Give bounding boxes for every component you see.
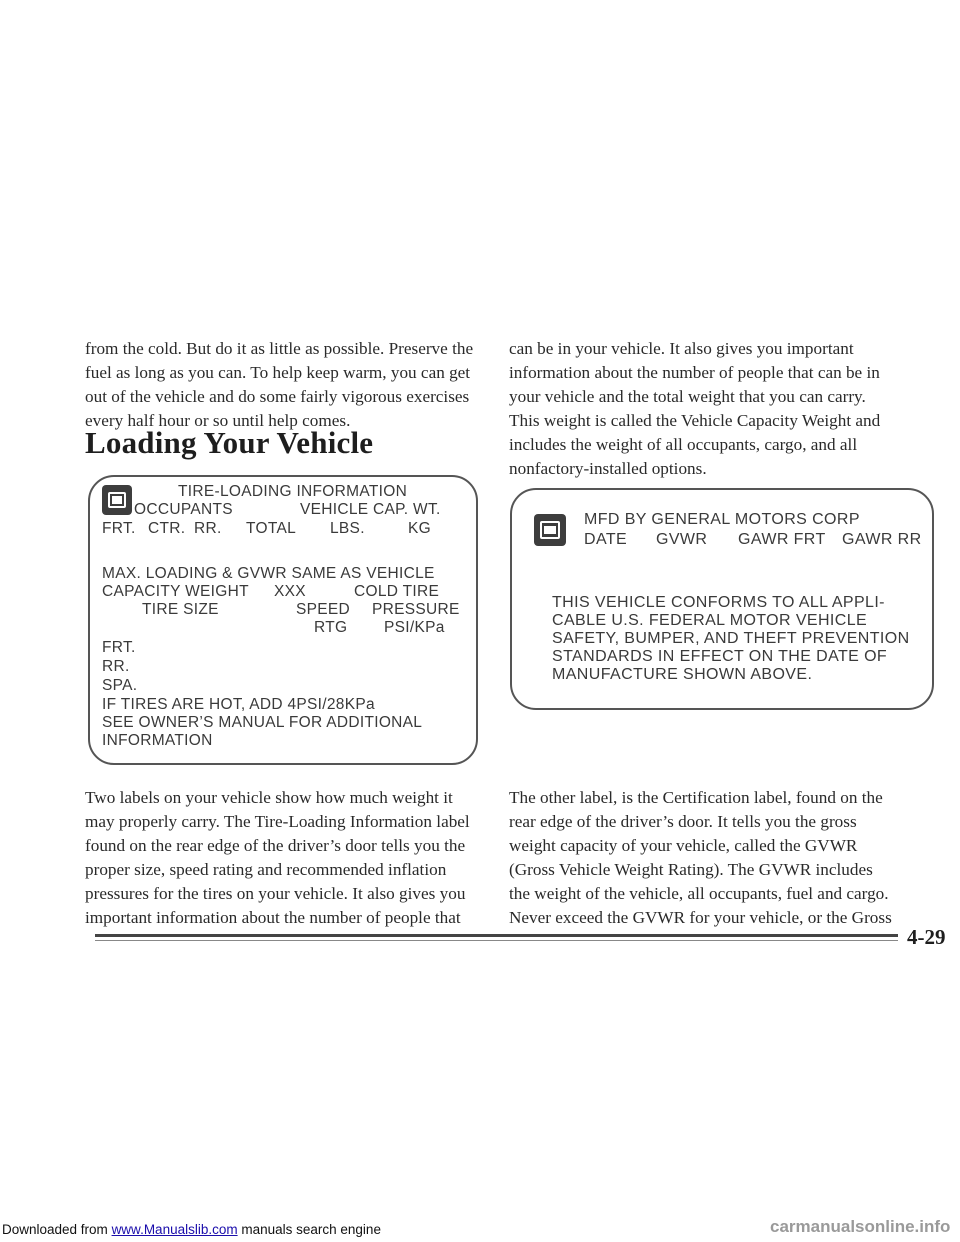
text-line: from the cold. But do it as little as possible. Preserve the xyxy=(85,339,474,358)
text-line: This weight is called the Vehicle Capacity Weight and xyxy=(509,411,881,430)
footer-rule-thin xyxy=(95,940,898,941)
cold-tire-label: COLD TIRE xyxy=(354,583,440,600)
section-heading: Loading Your Vehicle xyxy=(85,425,374,460)
text-line: Never exceed the GVWR for your vehicle, or the Gross xyxy=(509,908,892,927)
see-manual-text: SEE OWNER’S MANUAL FOR ADDITIONAL xyxy=(102,714,423,731)
pressure-label: PRESSURE xyxy=(372,601,460,618)
rr-label: RR. xyxy=(194,520,222,537)
text-line: every half hour or so until help comes. xyxy=(85,411,351,430)
text-line: nonfactory-installed options. xyxy=(509,459,707,478)
footer-rule xyxy=(95,934,898,937)
hot-tires-text: IF TIRES ARE HOT, ADD 4PSI/28KPa xyxy=(102,696,375,713)
xxx-value: XXX xyxy=(274,583,306,600)
capacity-weight-label: CAPACITY WEIGHT xyxy=(102,583,249,600)
conform-line: MANUFACTURE SHOWN ABOVE. xyxy=(552,666,813,683)
manualslib-link[interactable]: www.Manualslib.com xyxy=(111,1222,238,1237)
text-line: may properly carry. The Tire-Loading Information label xyxy=(85,812,470,831)
certification-label xyxy=(510,488,934,710)
left-intro-paragraph xyxy=(85,337,473,433)
text-line: important information about the number of people that xyxy=(85,908,461,927)
mfd-text: MFD BY GENERAL MOTORS CORP xyxy=(584,511,860,528)
left-body-paragraph xyxy=(85,786,470,930)
text-line: (Gross Vehicle Weight Rating). The GVWR includes xyxy=(509,860,873,879)
text-line: can be in your vehicle. It also gives you important xyxy=(509,339,854,358)
text-line: fuel as long as you can. To help keep warm, you can get xyxy=(85,363,471,382)
frt-label: FRT. xyxy=(102,520,136,537)
right-intro-paragraph xyxy=(509,337,880,481)
text-line: your vehicle and the total weight that you can carry. xyxy=(509,387,866,406)
lbs-label: LBS. xyxy=(330,520,365,537)
text-line: the weight of the vehicle, all occupants, fuel and cargo. xyxy=(509,884,889,903)
footer-suffix: manuals search engine xyxy=(237,1222,381,1237)
information-text: INFORMATION xyxy=(102,732,213,749)
watermark-text: carmanualsonline.info xyxy=(770,1217,951,1236)
conform-line: STANDARDS IN EFFECT ON THE DATE OF xyxy=(552,648,888,665)
vehicle-cap-label: VEHICLE CAP. WT. xyxy=(300,501,441,518)
tire-size-label: TIRE SIZE xyxy=(142,601,219,618)
kg-label: KG xyxy=(408,520,431,537)
text-line: information about the number of people that can be in xyxy=(509,363,880,382)
conform-line: THIS VEHICLE CONFORMS TO ALL APPLI- xyxy=(552,594,885,611)
date-label: DATE xyxy=(584,531,628,548)
footer-prefix: Downloaded from xyxy=(2,1222,112,1237)
conform-line: CABLE U.S. FEDERAL MOTOR VEHICLE xyxy=(552,612,868,629)
text-line: Two labels on your vehicle show how much weight it xyxy=(85,788,453,807)
psi-kpa-label: PSI/KPa xyxy=(384,619,445,636)
max-loading-text: MAX. LOADING & GVWR SAME AS VEHICLE xyxy=(102,565,435,582)
download-footer xyxy=(2,1222,381,1237)
text-line: found on the rear edge of the driver’s door tells you the xyxy=(85,836,466,855)
page-number: 4-29 xyxy=(907,925,946,949)
gm-logo-icon xyxy=(534,514,566,546)
text-line: The other label, is the Certification label, found on the xyxy=(509,788,883,807)
rr-row-label: RR. xyxy=(102,658,130,675)
speed-label: SPEED xyxy=(296,601,351,618)
gm-logo-icon xyxy=(102,485,132,515)
occupants-label: OCCUPANTS xyxy=(134,501,233,518)
gawr-rr-label: GAWR RR xyxy=(842,531,922,548)
tire-label-title: TIRE-LOADING INFORMATION xyxy=(178,483,408,500)
text-line: pressures for the tires on your vehicle. It also gives you xyxy=(85,884,466,903)
text-line: proper size, speed rating and recommended inflation xyxy=(85,860,447,879)
conform-line: SAFETY, BUMPER, AND THEFT PREVENTION xyxy=(552,630,910,647)
gvwr-label: GVWR xyxy=(656,531,708,548)
gawr-frt-label: GAWR FRT xyxy=(738,531,826,548)
rtg-label: RTG xyxy=(314,619,348,636)
frt-row-label: FRT. xyxy=(102,639,136,656)
ctr-label: CTR. xyxy=(148,520,186,537)
spa-row-label: SPA. xyxy=(102,677,138,694)
text-line: weight capacity of your vehicle, called the GVWR xyxy=(509,836,858,855)
total-label: TOTAL xyxy=(246,520,297,537)
tire-loading-label xyxy=(88,475,478,765)
right-body-paragraph xyxy=(509,786,892,930)
text-line: includes the weight of all occupants, cargo, and all xyxy=(509,435,858,454)
text-line: out of the vehicle and do some fairly vigorous exercises xyxy=(85,387,470,406)
text-line: rear edge of the driver’s door. It tells you the gross xyxy=(509,812,857,831)
